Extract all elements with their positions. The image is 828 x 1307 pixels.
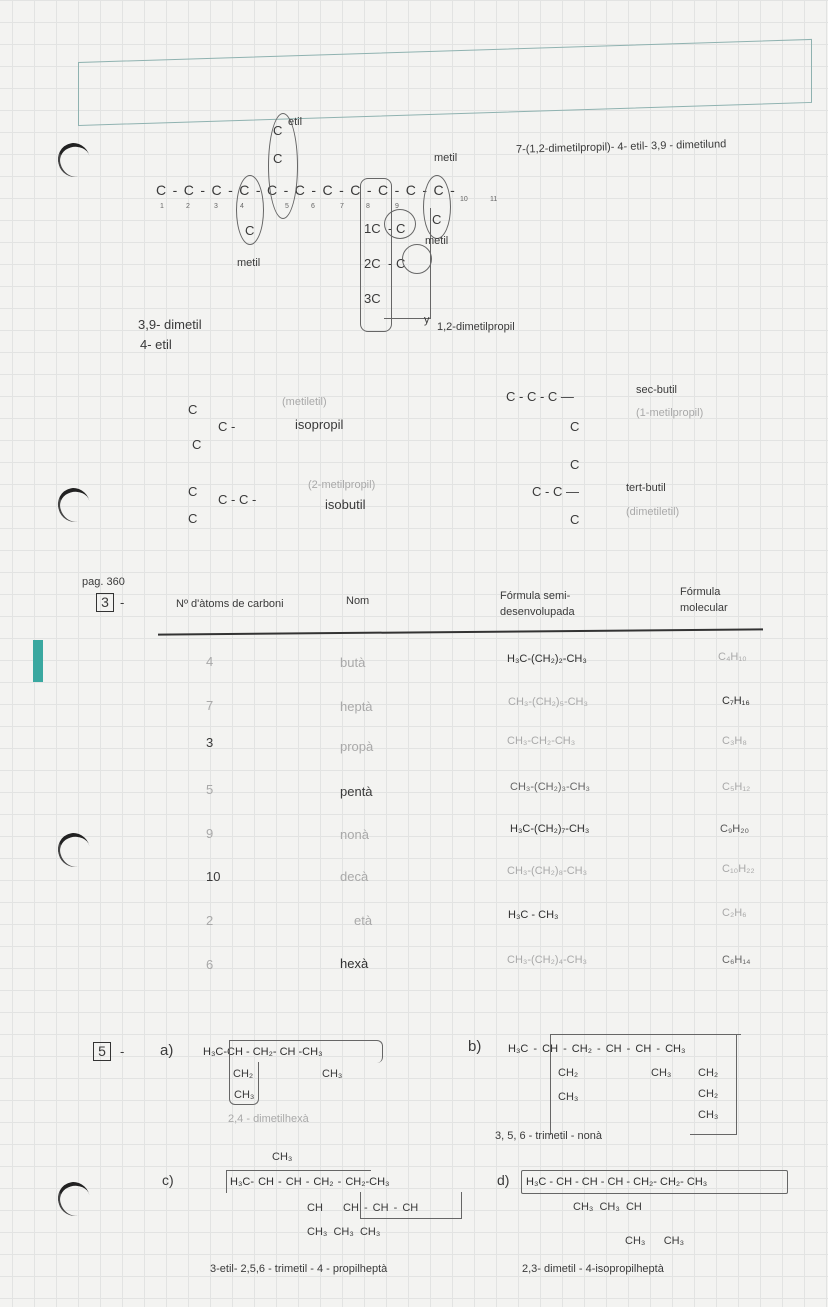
methyl-atom: C bbox=[245, 223, 255, 238]
cell-mol: C₃H₈ bbox=[722, 735, 747, 747]
radical-name: isopropil bbox=[295, 417, 344, 432]
cell-name: butà bbox=[340, 655, 366, 670]
alt-name: (metiletil) bbox=[282, 396, 327, 408]
branch-circle bbox=[402, 244, 432, 274]
formula-branch: CH₂ bbox=[558, 1067, 579, 1079]
formula-branch: CH₃ CH₃ bbox=[625, 1235, 685, 1247]
radical-name: isobutil bbox=[325, 497, 366, 512]
locant: 7 bbox=[340, 203, 344, 210]
cell-mol: C₂H₆ bbox=[722, 907, 747, 919]
cell-n: 7 bbox=[206, 698, 214, 713]
item-label: c) bbox=[162, 1172, 174, 1188]
locant: 4 bbox=[240, 203, 244, 210]
substituent-name: 1,2-dimetilpropil bbox=[437, 321, 515, 333]
formula-branch: CH₃ bbox=[272, 1151, 293, 1163]
locant: 8 bbox=[366, 203, 370, 210]
locant: 11 bbox=[490, 196, 498, 203]
propyl-branch: - C bbox=[388, 221, 406, 236]
cell-name: nonà bbox=[340, 827, 369, 842]
cell-n: 9 bbox=[206, 826, 214, 841]
header-box bbox=[78, 39, 812, 126]
cell-mol: C₅H₁₂ bbox=[722, 781, 751, 793]
note: 4- etil bbox=[140, 337, 172, 352]
formula-branch: CH₂ bbox=[698, 1088, 719, 1100]
formula-branch: CH₃ bbox=[558, 1091, 579, 1103]
formula-branch: CH₂ bbox=[233, 1068, 254, 1080]
formula-branch: CH₃ bbox=[322, 1068, 343, 1080]
atom: C bbox=[188, 402, 198, 417]
dash: - bbox=[120, 1044, 125, 1059]
note: 3,9- dimetil bbox=[138, 317, 202, 332]
cell-mol: C₇H₁₆ bbox=[722, 695, 750, 707]
cell-mol: C₉H₂₀ bbox=[720, 823, 750, 835]
cell-n: 5 bbox=[206, 782, 214, 797]
main-chain-outline bbox=[229, 1040, 383, 1063]
cell-semi: H₃C-(CH₂)₂-CH₃ bbox=[507, 653, 587, 665]
item-label: a) bbox=[160, 1042, 174, 1059]
alt-name: (2-metilpropil) bbox=[308, 479, 376, 491]
formula-main: H₃C-CH - CH₂- CH -CH₃ bbox=[203, 1046, 323, 1058]
label-etil: etil bbox=[288, 116, 303, 128]
compound-name: 3-etil- 2,5,6 - trimetil - 4 - propilheptà bbox=[210, 1263, 388, 1275]
formula-branch: CH₃ CH₃ CH bbox=[573, 1201, 642, 1213]
atom: C bbox=[570, 419, 580, 434]
locant: 1 bbox=[160, 203, 164, 210]
atom: C bbox=[188, 484, 198, 499]
label-metil: metil bbox=[425, 235, 449, 247]
alt-name: (1-metilpropil) bbox=[636, 407, 704, 419]
binder-hole bbox=[54, 139, 94, 180]
branch-circle bbox=[384, 209, 416, 239]
radical-name: sec-butil bbox=[636, 384, 677, 396]
cell-mol: C₁₀H₂₂ bbox=[722, 863, 755, 875]
cell-semi: CH₃-(CH₂)₈-CH₃ bbox=[507, 865, 588, 877]
formula-branch: CH₃ bbox=[234, 1089, 255, 1101]
formula-branch: CH₃ CH₃ CH₃ bbox=[307, 1226, 381, 1238]
propyl-atom: 1C bbox=[364, 221, 381, 236]
cell-name: decà bbox=[340, 869, 369, 884]
formula-branch: CH₃ bbox=[651, 1067, 672, 1079]
compound-name: 3, 5, 6 - trimetil - nonà bbox=[495, 1130, 602, 1142]
formula-main: H₃C - CH - CH₂ - CH - CH - CH₃ bbox=[508, 1043, 686, 1055]
propyl-branch: - C bbox=[388, 256, 406, 271]
alt-name: (dimetiletil) bbox=[626, 506, 680, 518]
atom: C bbox=[570, 512, 580, 527]
cell-semi: CH₃-(CH₂)₅-CH₃ bbox=[508, 696, 588, 708]
atom: C bbox=[570, 457, 580, 472]
cell-semi: CH₃-CH₂-CH₃ bbox=[507, 735, 576, 747]
label-metil: metil bbox=[434, 152, 458, 164]
compound-name: 2,4 - dimetilhexà bbox=[228, 1113, 309, 1125]
propyl-atom: 3C bbox=[364, 291, 381, 306]
ethyl-atom: C bbox=[273, 151, 283, 166]
cell-name: heptà bbox=[340, 699, 373, 714]
column-header: Nom bbox=[346, 595, 370, 607]
ethyl-circle bbox=[268, 113, 298, 219]
compound-name: 2,3- dimetil - 4-isopropilheptà bbox=[522, 1263, 664, 1275]
label-metil: metil bbox=[237, 257, 261, 269]
locant: 3 bbox=[214, 203, 218, 210]
formula-branch: CH₃ bbox=[698, 1109, 719, 1121]
dash: - bbox=[120, 595, 125, 610]
formula-main: H₃C- CH - CH - CH₂ - CH₂-CH₃ bbox=[230, 1176, 390, 1188]
atom: C bbox=[192, 437, 202, 452]
main-chain-outline bbox=[690, 1034, 737, 1135]
locant: 5 bbox=[285, 203, 289, 210]
brand-logo bbox=[33, 640, 43, 682]
cell-name: età bbox=[354, 913, 373, 928]
column-header: Fórmula semi-desenvolupada bbox=[500, 590, 575, 618]
formula-branch: CH₂ bbox=[698, 1067, 719, 1079]
cell-name: hexà bbox=[340, 956, 369, 971]
methyl-circle bbox=[236, 175, 264, 245]
cell-semi: CH₃-(CH₂)₄-CH₃ bbox=[507, 954, 588, 966]
main-chain: C - C - C - C - C - C - C - C - C - C - C - bbox=[156, 182, 456, 198]
atom: C - bbox=[218, 419, 236, 434]
main-chain-outline bbox=[226, 1170, 371, 1193]
item-label: b) bbox=[468, 1038, 482, 1055]
column-header: Nº d'àtoms de carboni bbox=[176, 598, 284, 610]
cell-mol: C₄H₁₀ bbox=[718, 651, 747, 663]
formula-main: H₃C - CH - CH - CH - CH₂- CH₂- CH₃ bbox=[526, 1176, 708, 1188]
formula-branch: CH - CH - CH bbox=[343, 1202, 419, 1214]
compound-name: 7-(1,2-dimetilpropil)- 4- etil- 3,9 - dimetilund bbox=[515, 138, 727, 156]
cell-semi: CH₃-(CH₂)₃-CH₃ bbox=[510, 781, 591, 793]
propyl-atom: 2C bbox=[364, 256, 381, 271]
exercise-number: 3 bbox=[96, 593, 114, 612]
cell-semi: H₃C - CH₃ bbox=[508, 909, 559, 921]
main-chain-outline bbox=[360, 1192, 462, 1219]
locant: 9 bbox=[395, 203, 399, 210]
cell-n: 10 bbox=[206, 869, 221, 884]
formula-branch: CH bbox=[307, 1202, 323, 1214]
cell-mol: C₆H₁₄ bbox=[722, 954, 751, 966]
locant: 2 bbox=[186, 203, 190, 210]
label-y: y bbox=[424, 314, 430, 326]
binder-hole bbox=[54, 1178, 94, 1219]
binder-hole bbox=[54, 484, 94, 525]
main-chain-outline bbox=[521, 1170, 788, 1194]
column-header: Fórmula molecular bbox=[680, 586, 728, 614]
methyl-circle bbox=[423, 175, 451, 239]
atom: C - C — bbox=[532, 484, 579, 499]
item-label: d) bbox=[497, 1172, 510, 1188]
cell-n: 6 bbox=[206, 957, 214, 972]
cell-n: 4 bbox=[206, 654, 214, 669]
page-reference: pag. 360 bbox=[82, 576, 125, 588]
ethyl-atom: C bbox=[273, 123, 283, 138]
cell-name: propà bbox=[340, 739, 374, 754]
table-rule bbox=[158, 628, 763, 635]
cell-semi: H₃C-(CH₂)₇-CH₃ bbox=[510, 823, 590, 835]
atom: C - C - bbox=[218, 492, 257, 507]
binder-hole bbox=[54, 829, 94, 870]
radical-name: tert-butil bbox=[626, 482, 666, 494]
methyl-atom: C bbox=[432, 212, 442, 227]
atom: C - C - C — bbox=[506, 389, 574, 404]
locant: 6 bbox=[311, 203, 315, 210]
main-chain-outline bbox=[229, 1062, 259, 1105]
atom: C bbox=[188, 511, 198, 526]
cell-name: pentà bbox=[340, 784, 373, 799]
cell-n: 2 bbox=[206, 913, 214, 928]
cell-n: 3 bbox=[206, 735, 214, 750]
exercise-number: 5 bbox=[93, 1042, 111, 1061]
locant: 10 bbox=[460, 196, 468, 203]
